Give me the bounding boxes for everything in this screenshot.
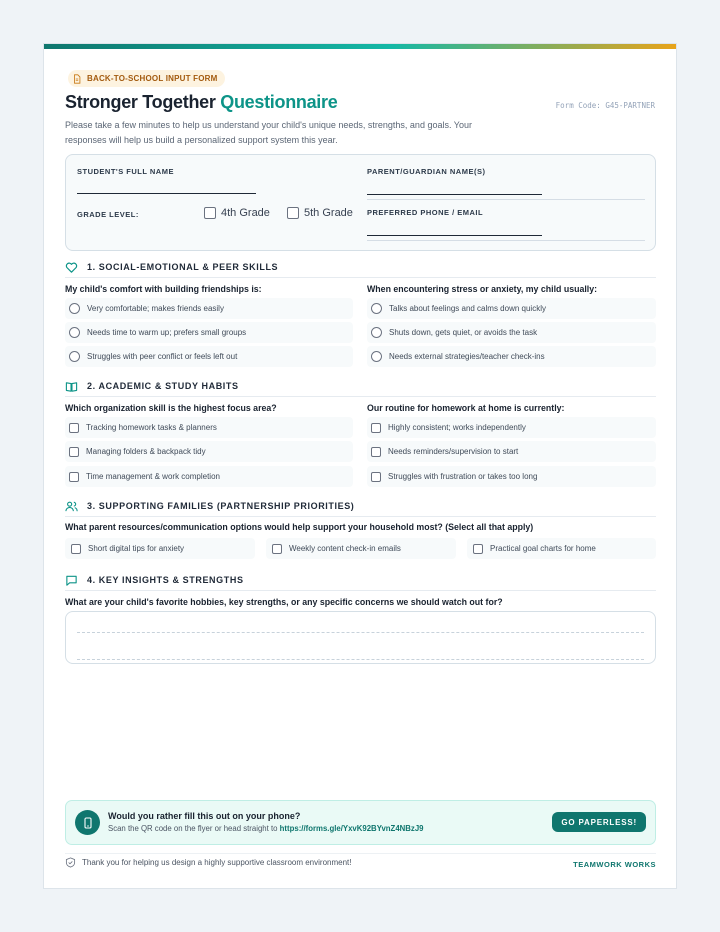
option-label: Needs external strategies/teacher check-ins [389,352,545,361]
grade-4th-label: 4th Grade [221,207,270,219]
phone-icon-badge [75,810,100,835]
radio-button[interactable] [69,303,80,314]
checkbox[interactable] [473,544,483,554]
checkbox[interactable] [371,472,381,482]
message-icon [65,574,78,587]
questionnaire-sheet [43,43,677,889]
option-label: Needs reminders/supervision to start [388,447,519,456]
parent-name-field [367,199,645,200]
intro-text: Please take a few minutes to help us understand your child's unique needs, strengths, and goals. Your responses will help us build a personalized support system this year. [65,120,472,145]
option-label: Highly consistent; works independently [388,423,526,432]
option-stress-3[interactable] [367,346,656,367]
option-label: Tracking homework tasks & planners [86,423,217,432]
option-organization-1[interactable] [65,417,353,438]
question-organization: Which organization skill is the highest focus area? [65,403,277,413]
insights-textarea[interactable] [65,611,656,664]
question-stress: When encountering stress or anxiety, my child usually: [367,284,598,294]
checkbox[interactable] [371,447,381,457]
student-info-box [65,154,656,251]
page-title-main: Stronger Together [65,92,221,112]
option-label: Shuts down, gets quiet, or avoids the task [389,328,538,337]
phone-icon [82,817,94,829]
option-label: Short digital tips for anxiety [88,544,185,553]
top-gradient-bar [44,44,676,49]
footer [65,853,656,869]
option-organization-2[interactable] [65,441,353,462]
option-friendships-1[interactable] [65,298,353,319]
option-label: Time management & work completion [86,472,220,481]
section-4-title: 4. KEY INSIGHTS & STRENGTHS [87,575,244,585]
option-friendships-2[interactable] [65,322,353,343]
paperless-subtitle-text: Scan the QR code on the flyer or head straight to [108,824,280,833]
paperless-banner [65,800,656,845]
users-icon [65,500,78,513]
section-2-header [65,378,656,394]
parent-name-label: PARENT/GUARDIAN NAME(S) [367,167,486,176]
page-title-accent: Questionnaire [220,92,338,112]
phone-email-field [367,240,645,241]
checkbox[interactable] [71,544,81,554]
paperless-subtitle [108,824,424,833]
form-code: Form Code: G45-PARTNER [555,101,655,110]
question-homework-routine: Our routine for homework at home is currently: [367,403,565,413]
checkbox[interactable] [69,447,79,457]
option-stress-2[interactable] [367,322,656,343]
writing-line [77,632,644,633]
section-3-divider [65,516,656,517]
option-label: Struggles with frustration or takes too long [388,472,538,481]
option-resources-1[interactable] [65,538,255,559]
option-label: Needs time to warm up; prefers small groups [87,328,247,337]
option-resources-2[interactable] [266,538,456,559]
heart-icon [65,261,78,274]
option-label: Very comfortable; makes friends easily [87,304,224,313]
student-name-line[interactable] [77,193,256,194]
section-2-title: 2. ACADEMIC & STUDY HABITS [87,381,239,391]
option-stress-1[interactable] [367,298,656,319]
section-3-header [65,498,656,514]
question-friendships: My child's comfort with building friendships is: [65,284,262,294]
option-homework-1[interactable] [367,417,656,438]
grade-5th-checkbox[interactable] [287,207,299,219]
go-paperless-button[interactable]: GO PAPERLESS! [552,812,646,832]
grade-4th-checkbox[interactable] [204,207,216,219]
page-title [65,92,337,113]
question-parent-resources: What parent resources/communication options would help support your household most? (Select all that apply) [65,522,534,532]
document-icon [72,74,82,84]
radio-button[interactable] [371,303,382,314]
grade-option-4th[interactable] [204,207,270,219]
footer-thanks-text: Thank you for helping us design a highly supportive classroom environment! [82,858,352,867]
option-homework-3[interactable] [367,466,656,487]
book-icon [65,380,78,393]
section-4-header [65,572,656,588]
section-1-divider [65,277,656,278]
grade-option-5th[interactable] [287,207,353,219]
section-1-title: 1. SOCIAL-EMOTIONAL & PEER SKILLS [87,262,279,272]
option-organization-3[interactable] [65,466,353,487]
phone-email-label: PREFERRED PHONE / EMAIL [367,208,484,217]
grade-5th-label: 5th Grade [304,207,353,219]
radio-button[interactable] [69,327,80,338]
form-tag [68,70,225,87]
section-1-header [65,259,656,275]
phone-email-line[interactable] [367,235,542,236]
footer-thanks [65,857,351,868]
student-name-label: STUDENT'S FULL NAME [77,167,174,176]
option-resources-3[interactable] [467,538,656,559]
footer-tagline: TEAMWORK WORKS [573,860,656,869]
checkbox[interactable] [69,472,79,482]
parent-name-line[interactable] [367,194,542,195]
checkbox[interactable] [371,423,381,433]
grade-level-label: GRADE LEVEL: [77,210,139,219]
checkbox[interactable] [272,544,282,554]
radio-button[interactable] [371,327,382,338]
option-friendships-3[interactable] [65,346,353,367]
option-label: Managing folders & backpack tidy [86,447,206,456]
radio-button[interactable] [69,351,80,362]
option-label: Struggles with peer conflict or feels left out [87,352,238,361]
checkbox[interactable] [69,423,79,433]
paperless-title: Would you rather fill this out on your phone? [108,811,301,821]
option-label: Practical goal charts for home [490,544,596,553]
option-label: Talks about feelings and calms down quickly [389,304,546,313]
radio-button[interactable] [371,351,382,362]
writing-line [77,659,644,660]
section-3-title: 3. SUPPORTING FAMILIES (PARTNERSHIP PRIORITIES) [87,501,355,511]
question-insights: What are your child's favorite hobbies, key strengths, or any specific concerns we should watch out for? [65,597,503,607]
paperless-link[interactable]: https://forms.gle/YxvK92BYvnZ4NBzJ9 [279,824,424,833]
form-tag-label: BACK-TO-SCHOOL INPUT FORM [87,74,218,83]
option-homework-2[interactable] [367,441,656,462]
option-label: Weekly content check-in emails [289,544,401,553]
section-2-divider [65,396,656,397]
section-4-divider [65,590,656,591]
shield-check-icon [65,857,76,868]
